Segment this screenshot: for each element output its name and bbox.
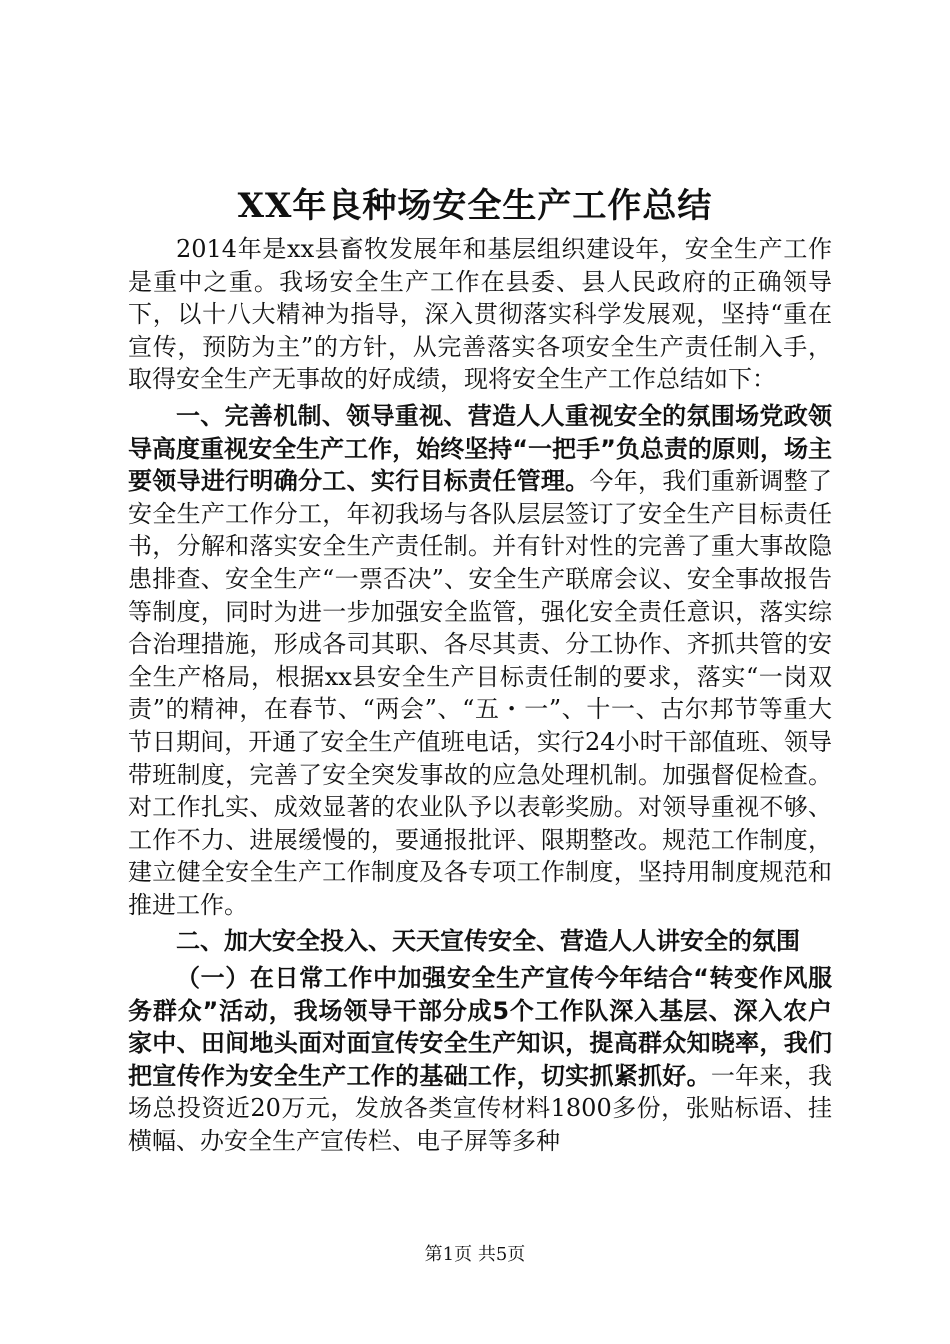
document-title: XX年良种场安全生产工作总结 <box>237 186 713 226</box>
section-2-sub-1-heading: （一）在日常工作中加强安全生产宣传今年结合“转变作风服务群众”活动，我场领导干部分成5个工作队深入基层、深入农户家中、田间地头面对面宣传安全生产知识，提高群众知晓率，我们把宣传作为安全生产工作的基础工作，切实抓紧抓好。 <box>128 964 832 1090</box>
document-body <box>128 233 832 1158</box>
section-2-heading: 二、加大安全投入、天天宣传安全、营造人人讲安全的氛围 <box>176 927 800 956</box>
intro-paragraph: 2014年是xx县畜牧发展年和基层组织建设年，安全生产工作是重中之重。我场安全生产工作在县委、县人民政府的正确领导下，以十八大精神为指导，深入贯彻落实科学发展观，坚持“重在宣传，预防为主”的方针，从完善落实各项安全生产责任制入手，取得安全生产无事故的好成绩，现将安全生产工作总结如下： <box>128 235 832 394</box>
section-2-sub-1-paragraph <box>128 962 832 1158</box>
section-1-paragraph <box>128 400 832 922</box>
page-footer: 第1页 共5页 <box>424 1244 526 1265</box>
section-1-heading: 一、完善机制、领导重视、营造人人重视安全的氛围场党政领导高度重视安全生产工作，始终坚持“一把手”负总责的原则，场主要领导进行明确分工、实行目标责任管理。 <box>128 401 832 496</box>
section-1-body: 今年，我们重新调整了安全生产工作分工，年初我场与各队层层签订了安全生产目标责任书，分解和落实安全生产责任制。并有针对性的完善了重大事故隐患排查、安全生产“一票否决”、安全生产联席会议、安全事故报告等制度，同时为进一步加强安全监管，强化安全责任意识，落实综合治理措施，形成各司其职、各尽其责、分工协作、齐抓共管的安全生产格局，根据xx县安全生产目标责任制的要求，落实“一岗双责”的精神，在春节、“两会”、“五・一”、十一、古尔邦节等重大节日期间，开通了安全生产值班电话，实行24小时干部值班、领导带班制度，完善了安全突发事故的应急处理机制。加强督促检查。对工作扎实、成效显著的农业队予以表彰奖励。对领导重视不够、工作不力、进展缓慢的，要通报批评、限期整改。规范工作制度，建立健全安全生产工作制度及各专项工作制度，坚持用制度规范和推进工作。 <box>128 467 833 919</box>
section-2-sub-1-body: 一年来，我场总投资近20万元，发放各类宣传材料1800多份，张贴标语、挂横幅、办安全生产宣传栏、电子屏等多种 <box>128 1061 833 1156</box>
